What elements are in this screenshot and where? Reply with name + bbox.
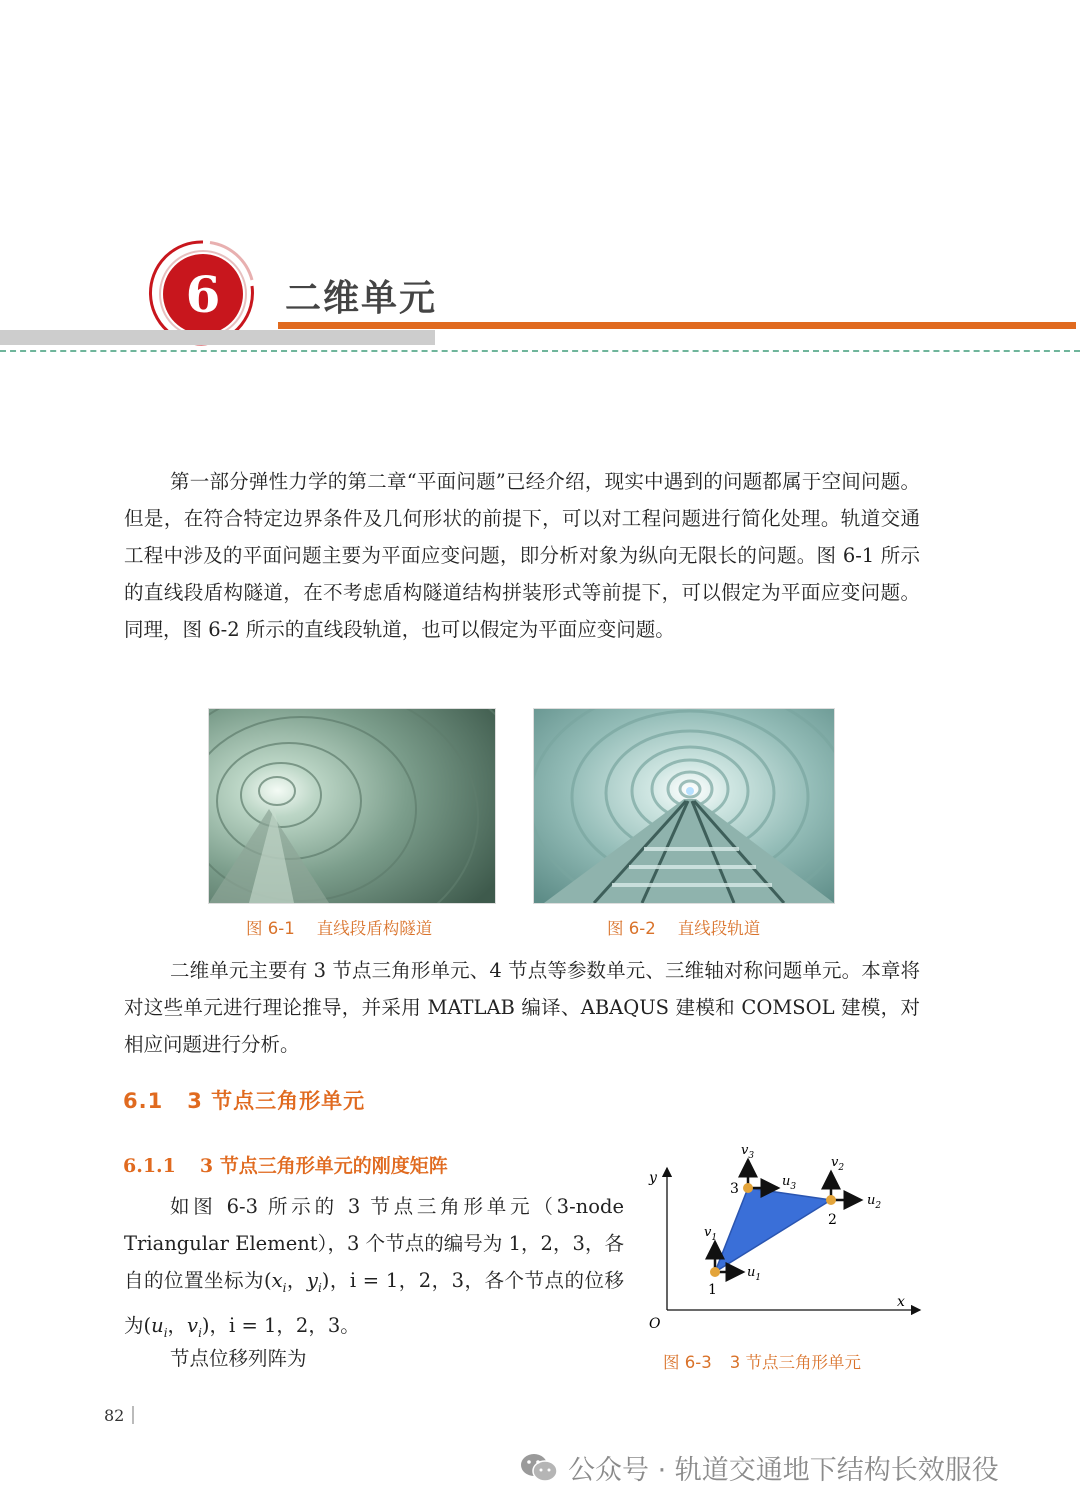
v2-label: $v_2$ xyxy=(831,1155,845,1173)
node-3-label: 3 xyxy=(730,1181,739,1197)
figure-6-3-title: 3 节点三角形单元 xyxy=(729,1353,861,1372)
u3-label: $u_3$ xyxy=(782,1174,797,1192)
dashed-divider xyxy=(0,350,1080,352)
triangle-element xyxy=(715,1188,831,1272)
node-1-label: 1 xyxy=(708,1282,717,1298)
section-heading xyxy=(123,1085,365,1115)
third-paragraph: 如图 6-3 所示的 3 节点三角形单元（3-node Triangular Element），3 个节点的编号为 1，2，3，各自的位置坐标为($x_i$，$y_i$)，i = 1，2，3，各个节点的位移为($u_i$，$v_i$)，i = 1，2，3。 xyxy=(124,1195,624,1340)
u1-label: $u_1$ xyxy=(747,1265,762,1283)
node-2-label: 2 xyxy=(828,1212,837,1228)
track-photo xyxy=(533,708,835,904)
chapter-gray-band xyxy=(0,330,435,345)
third-paragraph-a: 如图 6-3 所示的 3 节点三角形单元（3-node Triangular Element），3 个节点的编号为 1，2，3，各自的位置坐标为 xyxy=(124,1195,624,1292)
section-title: 3 节点三角形单元 xyxy=(187,1089,366,1113)
chapter-title: 二维单元 xyxy=(285,278,438,319)
watermark-text: 公众号 · 轨道交通地下结构长效服役 xyxy=(568,1455,999,1486)
figure-6-2-number: 图 6-2 xyxy=(607,919,656,938)
figure-6-3-number: 图 6-3 xyxy=(663,1353,712,1372)
origin-label: O xyxy=(649,1316,661,1332)
section-number: 6.1 xyxy=(123,1089,164,1113)
v1-label: $v_1$ xyxy=(704,1225,718,1243)
watermark xyxy=(520,1448,999,1487)
second-paragraph: 二维单元主要有 3 节点三角形单元、4 节点等参数单元、三维轴对称问题单元。本章将对这些单元进行理论推导，并采用 MATLAB 编译、ABAQUS 建模和 COMSOL 建模，对相应问题进行分析。 xyxy=(124,959,920,1056)
figure-6-1-title: 直线段盾构隧道 xyxy=(316,919,433,938)
fourth-paragraph: 节点位移列阵为 xyxy=(170,1347,307,1370)
figure-6-1-number: 图 6-1 xyxy=(246,919,295,938)
figure-6-2-title: 直线段轨道 xyxy=(677,919,761,938)
subsection-title: 3 节点三角形单元的刚度矩阵 xyxy=(199,1155,448,1177)
third-paragraph-c: ，i = 1，2，3。 xyxy=(209,1313,360,1337)
figure-6-2-caption xyxy=(607,915,760,939)
page-number-bar xyxy=(132,1406,134,1424)
chapter-number: 6 xyxy=(185,265,221,324)
subsection-heading xyxy=(123,1151,448,1178)
y-axis-label: y xyxy=(649,1170,657,1186)
node-1 xyxy=(710,1267,720,1277)
node-3 xyxy=(743,1183,753,1193)
intro-paragraph: 第一部分弹性力学的第二章“平面问题”已经介绍，现实中遇到的问题都属于空间问题。但是，在符合特定边界条件及几何形状的前提下，可以对工程问题进行简化处理。轨道交通工程中涉及的平面问题主要为平面应变问题，即分析对象为纵向无限长的问题。图 6-1 所示的直线段盾构隧道，在不考虑盾构隧道结构拼装形式等前提下，可以假定为平面应变问题。同理，图 6-2 所示的直线段轨道，也可以假定为平面应变问题。 xyxy=(124,470,920,641)
figure-6-3-caption xyxy=(663,1349,861,1373)
figure-6-1-caption xyxy=(246,915,432,939)
v3-label: $v_3$ xyxy=(741,1143,755,1161)
node-2 xyxy=(826,1195,836,1205)
wechat-icon xyxy=(520,1452,558,1484)
x-axis-label: x xyxy=(897,1294,905,1310)
page-number: 82 xyxy=(104,1406,125,1425)
chapter-rule xyxy=(278,322,1076,329)
subsection-number: 6.1.1 xyxy=(123,1155,176,1177)
triangle-element-figure xyxy=(635,1138,925,1338)
u2-label: $u_2$ xyxy=(867,1193,882,1211)
third-paragraph-b: ，i = 1，2，3，各个节点的位移为 xyxy=(124,1269,624,1337)
tunnel-photo xyxy=(208,708,496,904)
